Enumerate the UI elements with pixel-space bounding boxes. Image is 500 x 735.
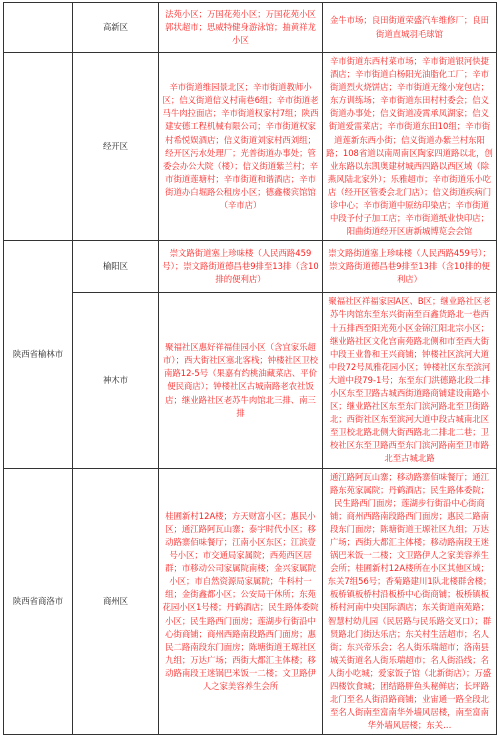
area-list-cell: 通江路阿瓦山寨；移动路寨佰味餐厅；通江路东苑家属院；丹鹤酒店；民生路体委院；民生路西门面房；莲湖步行街沿中心街商铺；商州西路南段路西门面房；惠民二路南段东门面房；陈塘街道王塬社区九组；万达广场；西街大都汇主体楼；移动路南段王迷锅巴米饭一二楼；文卫路伊人之家美容养生会所；桂圃新村12A楼所在小区其他区域；东关7组56号；香菊路建川1队北楼群舍楼；板桥镇板桥村沿板桥中心街商铺；板桥镇板桥村河南中央国际酒店；东关街道南苑路；智慧村幼儿园（民居路与民乐路交叉口）；群贤路北门街达乐店；东关村生活超市；名人街；东兴帝乐会；名人街乐瑞超市；洛南县城关街道名人街乐瑞超市；名人街沿线；名人街小吃城；爱家饭子馆（北新街店）；万盛四楼饮食城；团结路胖鱼头秘鲜店；长坪路北门至名人街沿路商铺；业宙通一路全段北至名人街南至富南华外墙风居楼，南至富南华外墙风居楼；东关…	[323, 468, 497, 735]
risk-area-table	[3, 2, 497, 735]
table-row	[4, 3, 497, 53]
area-list-cell: 金牛市场；良田街道荣盛汽车维修厂；良田街道直城羽毛球馆	[323, 3, 497, 53]
city-cell	[4, 3, 73, 53]
table-row	[4, 293, 497, 468]
area-list-cell: 桂圃新村12A楼；方天财富小区；惠民小区；通江路阿瓦山寨；泰宇时代小区；移动路寨佰味餐厅；江南小区东区；江滨壹号小区；市交通局家属院；西苑西区居群；市移动公司家属院南楼；金兴家属院小区；市自然资源局家属院；牛科村一组；金街鑫都小区；公安局干休所；东苑花园小区1号楼；丹鹤酒店；民生路体委院小区；民生路西门面房；莲湖步行街沿中心街商铺；商州西路南段路西门面房；惠民二路南段东门面房；陈塘街道王塬社区九组；万达广场；西街大都汇主体楼；移动路南段王迷锅巴米饭一二楼；文卫路伊人之家美容养生会所	[159, 468, 323, 735]
area-list-cell: 法苑小区；万国花苑小区；万国花苑小区郭状超市；思威特健身游泳馆；抽黄祥龙小区	[159, 3, 323, 53]
table-row	[4, 241, 497, 293]
district-cell: 经开区	[73, 53, 159, 241]
city-cell: 陕西省商洛市	[4, 468, 73, 735]
table-row	[4, 468, 497, 735]
area-list-cell: 聚福社区惠好祥福佳园小区（含宜家乐超市）；西大街社区塞北客栈；钟楼社区卫校南路12-5号（果嘉有约桃油藏菜店、平价便民商店）；钟楼社区古城南路老农社饭店；继业路社区老苏牛肉馆北三排、南三排	[159, 293, 323, 468]
city-cell	[4, 53, 73, 241]
area-list-cell: 崇文路街道塞上珍味楼（人民西路459号）；崇文路街道德昌巷9排至13排（含10排的便利店）	[323, 241, 497, 293]
district-cell: 神木市	[73, 293, 159, 468]
table-row	[4, 53, 497, 241]
area-list-cell: 辛市街道维园景北区；辛市街道教师小区；信义街道信义村南巷6组；辛市街道老马牛肉拉面店；辛市街道权家村7组；陕西建安德工程机械有限公司；辛市街道权家村希悦娱酒店；信义街道刘家村西刘组；经开区污水处理厂；光普街道办事处；管委会办公大院（楼）；信义街道紫兰村；辛市街道莲塘村；辛市街道和谐酒店；辛市街道办白堀路公租房小区；德鑫楼宾馆馆（辛市店）	[159, 53, 323, 241]
area-list-cell: 聚福社区祥福家园A区、B区；继业路社区老苏牛肉馆东至东兴街南至百鑫货路北一巷西十五排西至阳光苑小区金锦江阳北宗小区；继业路社区文化宫南苑路北侧和市至西大街中段王业鲁和王兴商铺；钟楼社区滨河大道中段72号凤雅花园小区；钟楼社区东至滨河大道中段79-1号；东至东门洪德路北段二排小区东至卫路古城西街道路商铺建设南路小区；继业路社区东至东门滨河路北至卫街路北；西街社区东至滨河大道中段古城南北区至卫校北路北侧大街西路北二排北二巷；卫校社区东至卫路西至东门滨河路南至卫市路北至古城北路	[323, 293, 497, 468]
district-cell: 榆阳区	[73, 241, 159, 293]
area-list-cell: 辛市街道东西村菜市场；辛市街道银河快捷酒店；辛市街道白杨阳光油脂化工厂；辛市街道烈火烧饼店；辛市街道无缘小宠包店；东方训练场；辛市街道东田村村委会；信义街道办事处；信义街道凌霄承凤湖家；信义街道爱雷菜店；辛市街道东田10组；辛市街道莲新东西小街；信义街道办紫兰村东阳路；108省道以南周南区陶家四道路以北，创业东路以东凯奥建材城西四路以西区域（除燕风陆北家外）；乐雅超市；辛市街道乐小吃店（经开区管委会北门店）；信义街道疾病门诊中心；辛市街道中原纺印染店；辛市街道中段予付子加工店；辛市街道纸业快印店；阳曲街道经开区唐新城博览会会馆	[323, 53, 497, 241]
area-list-cell: 崇文路街道塞上珍味楼（人民西路459号）；崇文路街道德昌巷9排至13排（含10排的便利店）	[159, 241, 323, 293]
district-cell: 高新区	[73, 3, 159, 53]
city-cell: 陕西省榆林市	[4, 241, 73, 468]
district-cell: 商州区	[73, 468, 159, 735]
